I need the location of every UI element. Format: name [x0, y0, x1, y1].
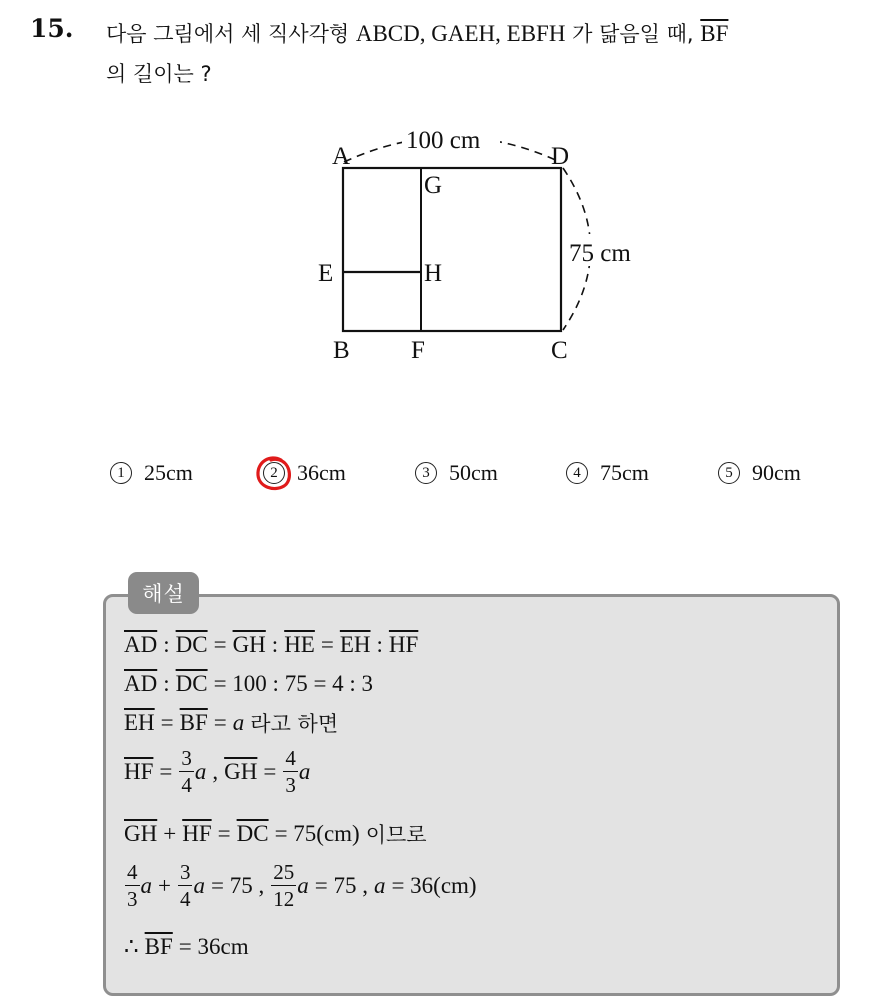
denominator: 12	[273, 887, 295, 911]
variable-a: a	[194, 759, 207, 784]
solution-line-4	[124, 748, 310, 796]
solution-line-5	[124, 819, 427, 849]
vertex-f: F	[411, 337, 425, 364]
colon: :	[163, 671, 170, 696]
seg-bf: $\overline{BF}$	[144, 934, 173, 959]
equation-result: = 36(cm)	[391, 873, 477, 898]
choice-1-value: 25cm	[144, 460, 193, 485]
plus: +	[163, 821, 177, 846]
seg-bf: $\overline{BF}$	[179, 710, 208, 735]
seg-hf: $\overline{HF}$	[388, 632, 419, 657]
top-length-label: 100 cm	[406, 127, 481, 154]
selected-answer-mark	[254, 454, 294, 494]
choice-3-value: 50cm	[449, 460, 498, 485]
choice-3[interactable]	[415, 456, 498, 490]
equation-part: = 75 ,	[210, 873, 265, 898]
equals: =	[159, 759, 173, 784]
seg-he: $\overline{HE}$	[284, 632, 315, 657]
numerator: 3	[179, 860, 191, 884]
numerator: 3	[181, 746, 192, 770]
figure-svg	[300, 120, 680, 370]
choice-2-number-text: 2	[270, 464, 278, 481]
equals: =	[217, 821, 231, 846]
vertex-a: A	[332, 143, 351, 170]
colon: :	[376, 632, 383, 657]
solution-label: 해설	[128, 572, 199, 614]
choice-4-number: 4	[566, 462, 588, 484]
vertex-c: C	[551, 337, 568, 364]
variable-a: a	[298, 759, 311, 784]
question-segment: $\overline{BF}$	[700, 21, 729, 46]
equals: =	[320, 632, 334, 657]
equals: =	[263, 759, 277, 784]
equals: =	[213, 710, 227, 735]
colon: :	[163, 632, 170, 657]
choice-1[interactable]	[110, 456, 193, 490]
vertex-h: H	[424, 260, 443, 287]
rectangle-abcd	[343, 168, 561, 331]
value-expression: = 75(cm)	[274, 821, 360, 846]
seg-ad: $\overline{AD}$	[124, 632, 158, 657]
seg-dc: $\overline{DC}$	[175, 671, 208, 696]
variable-a: a	[373, 873, 386, 898]
vertex-g: G	[424, 172, 443, 199]
ratio-expression: = 100 : 75 = 4 : 3	[213, 671, 374, 696]
question-text-line1	[106, 18, 728, 48]
variable-a: a	[140, 873, 152, 898]
denominator: 4	[179, 887, 191, 911]
solution-line-1	[124, 632, 418, 658]
right-length-label: 75 cm	[569, 240, 631, 267]
variable-a: a	[193, 873, 205, 898]
vertex-e: E	[318, 260, 334, 287]
choice-3-number: 3	[415, 462, 437, 484]
variable-a: a	[297, 873, 309, 898]
numerator: 4	[285, 746, 296, 770]
fraction	[283, 748, 298, 796]
seg-gh: $\overline{GH}$	[224, 759, 258, 784]
question-shapes: ABCD, GAEH, EBFH	[355, 21, 566, 46]
final-answer: = 36cm	[178, 934, 249, 959]
choice-5[interactable]	[718, 456, 801, 490]
equation-part: = 75 ,	[314, 873, 368, 898]
seg-eh: $\overline{EH}$	[124, 710, 155, 735]
answer-choices	[0, 456, 884, 492]
variable-a: a	[232, 710, 245, 735]
therefore-symbol: ∴	[124, 934, 139, 959]
fraction	[271, 862, 296, 910]
question-suffix: 가 닮음일 때,	[572, 22, 694, 46]
rectangle-figure	[300, 120, 680, 374]
seg-gh: $\overline{GH}$	[124, 821, 158, 846]
vertex-b: B	[333, 337, 350, 364]
seg-gh: $\overline{GH}$	[232, 632, 266, 657]
question-prefix: 다음 그림에서 세 직사각형	[106, 22, 350, 46]
korean-text: 라고 하면	[250, 712, 339, 736]
question-number: 15.	[30, 14, 74, 43]
seg-eh: $\overline{EH}$	[339, 632, 371, 657]
korean-text: 이므로	[365, 823, 427, 847]
numerator: 4	[127, 860, 138, 884]
fraction	[125, 862, 140, 910]
seg-ad: $\overline{AD}$	[124, 671, 158, 696]
solution-line-2	[124, 671, 373, 697]
comma: ,	[212, 759, 219, 784]
solution-line-3	[124, 708, 338, 738]
choice-1-number: 1	[110, 462, 132, 484]
choice-4[interactable]	[566, 456, 649, 490]
fraction	[178, 862, 193, 910]
choice-5-number: 5	[718, 462, 740, 484]
seg-dc: $\overline{DC}$	[175, 632, 208, 657]
choice-2-value: 36cm	[297, 460, 346, 485]
seg-hf: $\overline{HF}$	[182, 821, 212, 846]
choice-2-number	[263, 462, 285, 484]
fraction	[179, 748, 194, 796]
equals: =	[160, 710, 174, 735]
vertex-d: D	[551, 143, 570, 170]
solution-line-6	[124, 862, 477, 910]
numerator: 25	[273, 860, 295, 884]
choice-5-value: 90cm	[752, 460, 801, 485]
solution-line-7	[124, 934, 249, 960]
denominator: 3	[127, 887, 138, 911]
denominator: 4	[181, 773, 192, 797]
denominator: 3	[285, 773, 296, 797]
seg-hf: $\overline{HF}$	[124, 759, 154, 784]
question-text-line2: 의 길이는 ?	[106, 62, 212, 86]
equals: =	[213, 632, 227, 657]
colon: :	[271, 632, 279, 657]
seg-dc: $\overline{DC}$	[236, 821, 269, 846]
choice-4-value: 75cm	[600, 460, 649, 485]
plus: +	[158, 873, 171, 898]
choice-2[interactable]	[263, 456, 346, 490]
